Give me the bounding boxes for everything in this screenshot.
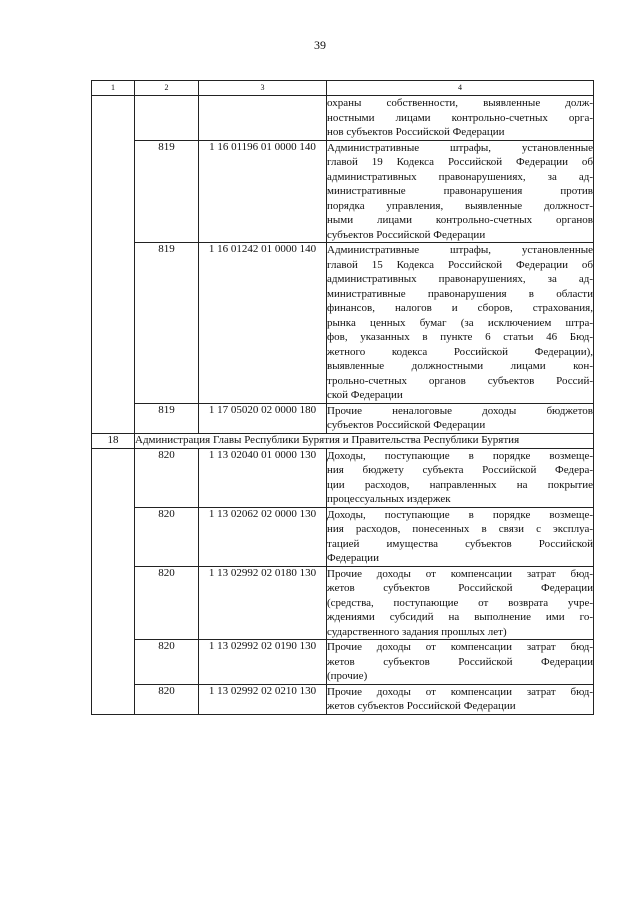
description-line: административных правонарушениях, за ад- xyxy=(327,273,593,285)
income-description xyxy=(327,96,594,141)
income-description xyxy=(327,243,594,404)
description-line: (средства, поступающие от возврата учре- xyxy=(327,596,593,609)
income-description xyxy=(327,403,594,433)
admin-code xyxy=(135,96,199,141)
description-line: ской Федерации xyxy=(327,389,403,401)
admin-code: 820 xyxy=(135,640,199,685)
description-line: ностными лицами контрольно-счетных орга- xyxy=(327,111,593,124)
description-line: финансов, налогов и сборов, страхования, xyxy=(327,302,593,314)
description-line: министративные правонарушения в области xyxy=(327,287,593,300)
table-row xyxy=(92,140,594,243)
description-line: Прочие доходы от компенсации затрат бюд- xyxy=(327,567,593,580)
description-line: жетов субъектов Российской Федерации xyxy=(327,655,593,668)
revenue-codes-table xyxy=(91,80,594,715)
table-row xyxy=(92,96,594,141)
description-line: главой 15 Кодекса Российской Федерации об xyxy=(327,258,593,271)
income-description xyxy=(327,140,594,243)
admin-code: 819 xyxy=(135,403,199,433)
description-line: порядка управления, выявленные должност- xyxy=(327,199,593,212)
table-row xyxy=(92,507,594,566)
description-line: трольно-счетных органов субъектов Россий- xyxy=(327,374,593,387)
header-col-2: 2 xyxy=(135,81,199,96)
description-line: Доходы, поступающие в порядке возмеще- xyxy=(327,449,593,462)
description-line: жетов субъектов Российской Федерации xyxy=(327,582,593,594)
admin-code: 819 xyxy=(135,243,199,404)
description-line: нов субъектов Российской Федерации xyxy=(327,126,505,138)
admin-code: 820 xyxy=(135,684,199,714)
description-line: рынка ценных бумаг (за исключением штра- xyxy=(327,316,593,329)
description-line: субъектов Российской Федерации xyxy=(327,419,486,431)
description-line: процессуальных издержек xyxy=(327,493,451,505)
income-description xyxy=(327,448,594,507)
budget-classification-code: 1 16 01242 01 0000 140 xyxy=(199,243,327,404)
table-row xyxy=(92,640,594,685)
table-row xyxy=(92,684,594,714)
admin-code: 820 xyxy=(135,566,199,640)
description-line: Прочие доходы от компенсации затрат бюд- xyxy=(327,641,593,653)
description-line: Прочие доходы от компенсации затрат бюд- xyxy=(327,685,593,698)
budget-classification-code: 1 17 05020 02 0000 180 xyxy=(199,403,327,433)
description-line: Федерации xyxy=(327,552,379,564)
description-line: ными лицами контрольно-счетных органов xyxy=(327,214,593,226)
admin-code: 820 xyxy=(135,507,199,566)
description-line: фов, указанных в пункте 6 статьи 46 Бюд- xyxy=(327,331,593,343)
description-line: административных правонарушениях, за ад- xyxy=(327,170,593,183)
row-number-cell xyxy=(92,96,135,434)
row-number-cell xyxy=(92,448,135,714)
table-header-row xyxy=(92,81,594,96)
income-description xyxy=(327,640,594,685)
page-number: 39 xyxy=(314,38,326,52)
description-line: тацией имущества субъектов Российской xyxy=(327,537,593,550)
description-line: жетного кодекса Российской Федерации), xyxy=(327,345,593,358)
budget-classification-code: 1 13 02040 01 0000 130 xyxy=(199,448,327,507)
admin-code: 820 xyxy=(135,448,199,507)
description-line: охраны собственности, выявленные долж- xyxy=(327,97,593,109)
description-line: ния расходов, понесенных в связи с эксплуа- xyxy=(327,523,593,535)
section-number: 18 xyxy=(92,433,135,448)
table-row xyxy=(92,403,594,433)
description-line: жетов субъектов Российской Федерации xyxy=(327,700,516,712)
description-line: выявленные должностными лицами кон- xyxy=(327,360,593,372)
description-line: главой 19 Кодекса Российской Федерации об xyxy=(327,156,593,168)
table-row xyxy=(92,566,594,640)
description-line: министративные правонарушения против xyxy=(327,185,593,197)
section-row xyxy=(92,433,594,448)
section-title: Администрация Главы Республики Бурятия и Правительства Республики Бурятия xyxy=(135,433,594,448)
budget-classification-code: 1 13 02992 02 0190 130 xyxy=(199,640,327,685)
table-row xyxy=(92,243,594,404)
description-line: сударственного задания прошлых лет) xyxy=(327,625,507,638)
budget-classification-code: 1 13 02992 02 0180 130 xyxy=(199,566,327,640)
description-line: ции расходов, направленных на покрытие xyxy=(327,478,593,491)
table-row xyxy=(92,448,594,507)
income-description xyxy=(327,684,594,714)
budget-classification-code: 1 13 02062 02 0000 130 xyxy=(199,507,327,566)
header-col-4: 4 xyxy=(327,81,594,96)
description-line: (прочие) xyxy=(327,670,368,682)
description-line: Прочие неналоговые доходы бюджетов xyxy=(327,404,593,417)
description-line: ния бюджету субъекта Российской Федера- xyxy=(327,464,593,476)
description-line: Административные штрафы, установленные xyxy=(327,141,593,154)
income-description xyxy=(327,507,594,566)
admin-code: 819 xyxy=(135,140,199,243)
header-col-1: 1 xyxy=(92,81,135,96)
header-col-3: 3 xyxy=(199,81,327,96)
description-line: субъектов Российской Федерации xyxy=(327,228,486,241)
description-line: Доходы, поступающие в порядке возмеще- xyxy=(327,508,593,521)
description-line: Административные штрафы, установленные xyxy=(327,244,593,256)
description-line: ждениями субсидий на выполнение ими го- xyxy=(327,611,593,623)
budget-classification-code xyxy=(199,96,327,141)
budget-classification-code: 1 16 01196 01 0000 140 xyxy=(199,140,327,243)
budget-classification-code: 1 13 02992 02 0210 130 xyxy=(199,684,327,714)
income-description xyxy=(327,566,594,640)
